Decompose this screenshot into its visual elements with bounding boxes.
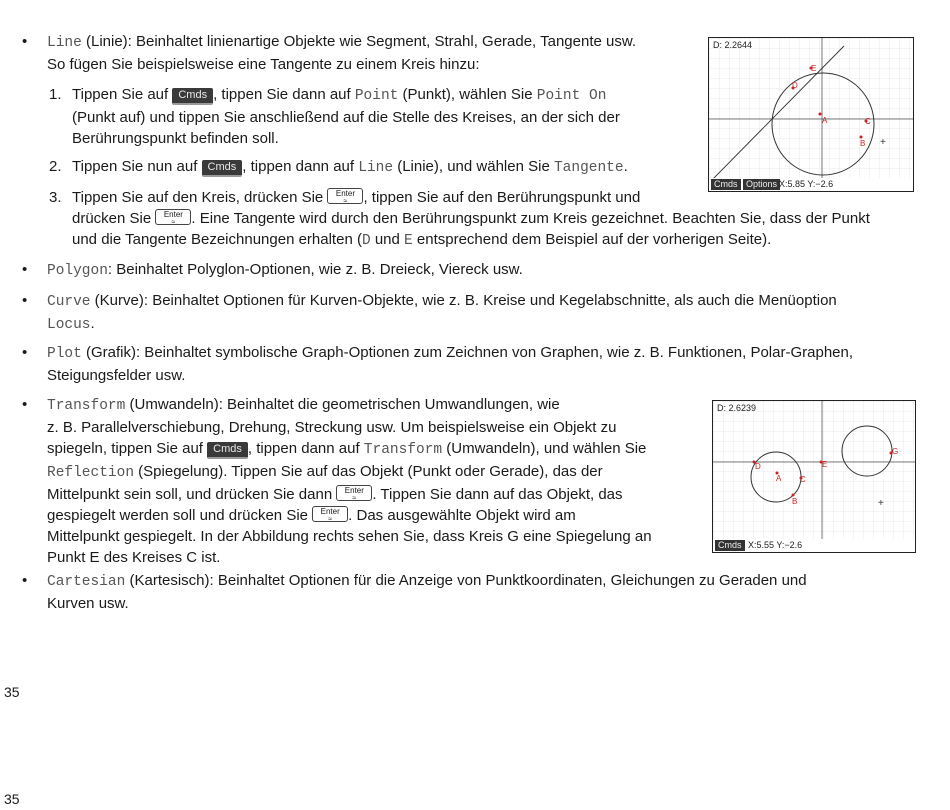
- bullet-marker: •: [22, 292, 28, 309]
- term-point: Point: [354, 88, 399, 104]
- enter-key-icon: Enter ≈: [336, 485, 372, 501]
- softkey-cmds[interactable]: Cmds: [711, 179, 741, 190]
- label-b: B: [792, 497, 798, 506]
- curve-description: (Kurve): Beinhaltet Optionen für Kurven-Objekte, wie z. B. Kreise und Kegelabschnitte, als auch die Menüoption: [90, 292, 837, 309]
- line-example-intro: So fügen Sie beispielsweise eine Tangente zu einem Kreis hinzu:: [47, 56, 480, 73]
- bullet-marker: •: [22, 572, 28, 589]
- label-d: D: [792, 81, 798, 90]
- step-2-number: 2.: [49, 158, 62, 175]
- step-3-text-b: , tippen Sie auf den Berührungspunkt und: [363, 189, 641, 206]
- page-number-footer: 35: [4, 791, 20, 807]
- step-3: [72, 187, 870, 252]
- term-transform-2: Transform: [363, 442, 443, 458]
- grid: [713, 401, 915, 552]
- bullet-marker: •: [22, 33, 28, 50]
- transform-line-3b: , tippen dann auf: [247, 440, 364, 457]
- label-e: E: [822, 460, 828, 469]
- softkey-cmds[interactable]: Cmds: [715, 540, 745, 551]
- grid: [709, 38, 913, 191]
- label-e: E: [811, 64, 817, 73]
- polygon-description: : Beinhaltet Polyglon-Optionen, wie z. B. Dreieck, Viereck usw.: [107, 261, 523, 278]
- step-1-text-c: (Punkt), wählen Sie: [398, 86, 537, 103]
- curve-description-end: .: [90, 315, 95, 332]
- cursor-coordinates: X:5.85 Y:−2.6: [779, 179, 834, 189]
- transform-line-1: (Umwandeln): Beinhaltet die geometrischen Umwandlungen, wie: [125, 396, 560, 413]
- label-a: A: [822, 116, 828, 125]
- cmds-key: Cmds: [172, 88, 213, 105]
- step-1: [72, 84, 620, 149]
- step-3-line-2b: . Eine Tangente wird durch den Berührungspunkt zum Kreis gezeichnet. Beachten Sie, dass der Punkt: [191, 210, 870, 227]
- cursor-coordinates: X:5.55 Y:−2.6: [748, 540, 803, 550]
- step-3-line-3b: und: [370, 231, 405, 248]
- term-polygon: Polygon: [47, 263, 108, 279]
- term-d: D: [361, 233, 371, 249]
- label-b: B: [860, 139, 866, 148]
- transform-line-6a: gespiegelt werden soll und drücken Sie: [47, 507, 313, 524]
- step-3-line-2a: drücken Sie: [72, 210, 156, 227]
- bullet-marker: •: [22, 396, 28, 413]
- step-3-number: 3.: [49, 189, 62, 206]
- transform-line-5a: Mittelpunkt sein soll, und drücken Sie dann: [47, 486, 337, 503]
- step-1-number: 1.: [49, 86, 62, 103]
- calculator-screenshot-tangent: [708, 37, 914, 192]
- label-d: D: [755, 462, 761, 471]
- distance-readout: D: 2.2644: [713, 40, 753, 50]
- step-1-text-b: , tippen Sie dann auf: [213, 86, 355, 103]
- bullet-marker: •: [22, 344, 28, 361]
- term-point-on: Point On: [536, 88, 607, 104]
- label-g: G: [892, 447, 899, 456]
- cursor-crosshair-icon: +: [878, 498, 884, 509]
- softkey-options[interactable]: Options: [743, 179, 780, 190]
- term-e: E: [404, 233, 413, 249]
- softkey-bar: [713, 539, 915, 552]
- step-1-line-2: (Punkt auf) und tippen Sie anschließend auf die Stelle des Kreises, an der sich der: [72, 109, 620, 126]
- geometry-view-1: [709, 38, 913, 191]
- term-transform: Transform: [47, 398, 126, 414]
- step-3-line-3a: und die Tangente Bezeichnungen erhalten (: [72, 231, 362, 248]
- cmds-key: Cmds: [202, 160, 243, 177]
- plot-description-end: Steigungsfelder usw.: [47, 367, 186, 384]
- term-reflection: Reflection: [47, 465, 135, 481]
- transform-line-2: z. B. Parallelverschiebung, Drehung, Streckung usw. Um beispielsweise ein Objekt zu: [47, 419, 617, 436]
- cursor-crosshair-icon: +: [880, 137, 886, 148]
- step-3-line-3c: entsprechend dem Beispiel auf der vorherigen Seite).: [412, 231, 772, 248]
- transform-line-7: Mittelpunkt gespiegelt. In der Abbildung rechts sehen Sie, dass Kreis G eine Spiegelung an: [47, 528, 652, 545]
- transform-line-3a: spiegeln, tippen Sie auf: [47, 440, 208, 457]
- bullet-marker: •: [22, 261, 28, 278]
- term-plot: Plot: [47, 346, 82, 362]
- transform-line-5b: . Tippen Sie dann auf das Objekt, das: [372, 486, 623, 503]
- step-2: [72, 156, 628, 179]
- label-c: C: [800, 475, 806, 484]
- softkey-bar: [709, 178, 913, 191]
- distance-readout: D: 2.6239: [717, 403, 757, 413]
- term-line-2: Line: [358, 160, 394, 176]
- calculator-screenshot-reflection: [712, 400, 916, 553]
- enter-key-icon: Enter ≈: [155, 209, 191, 225]
- cmds-key: Cmds: [207, 442, 248, 459]
- step-1-line-3: Berührungspunkt befinden soll.: [72, 130, 279, 147]
- transform-line-3c: (Umwandeln), und wählen Sie: [442, 440, 647, 457]
- step-1-text-a: Tippen Sie auf: [72, 86, 173, 103]
- line-description: (Linie): Beinhaltet linienartige Objekte wie Segment, Strahl, Gerade, Tangente usw.: [81, 33, 637, 50]
- page-number: 35: [4, 684, 20, 700]
- plot-description: (Grafik): Beinhaltet symbolische Graph-Optionen zum Zeichnen von Graphen, wie z. B. Funktionen, Polar-Graphen,: [81, 344, 854, 361]
- transform-line-4: (Spiegelung). Tippen Sie auf das Objekt (Punkt oder Gerade), das der: [134, 463, 603, 480]
- term-curve: Curve: [47, 294, 91, 310]
- term-line: Line: [47, 35, 82, 51]
- transform-line-6b: . Das ausgewählte Objekt wird am: [348, 507, 576, 524]
- geometry-view-2: [713, 401, 915, 552]
- step-2-text-a: Tippen Sie nun auf: [72, 158, 202, 175]
- term-tangente: Tangente: [553, 160, 624, 176]
- label-a: A: [776, 474, 782, 483]
- step-3-text-a: Tippen Sie auf den Kreis, drücken Sie: [72, 189, 328, 206]
- label-c: C: [865, 117, 871, 126]
- step-2-text-b: , tippen dann auf: [242, 158, 359, 175]
- step-2-text-d: .: [623, 158, 628, 175]
- term-locus: Locus: [47, 317, 91, 333]
- step-2-text-c: (Linie), und wählen Sie: [393, 158, 554, 175]
- enter-key-icon: Enter ≈: [312, 506, 348, 522]
- cartesian-description-end: Kurven usw.: [47, 595, 129, 612]
- transform-line-8: Punkt E des Kreises C ist.: [47, 549, 221, 566]
- enter-key-icon: Enter ≈: [327, 188, 363, 204]
- term-cartesian: Cartesian: [47, 574, 126, 590]
- cartesian-description: (Kartesisch): Beinhaltet Optionen für die Anzeige von Punktkoordinaten, Gleichungen zu Geraden und: [125, 572, 807, 589]
